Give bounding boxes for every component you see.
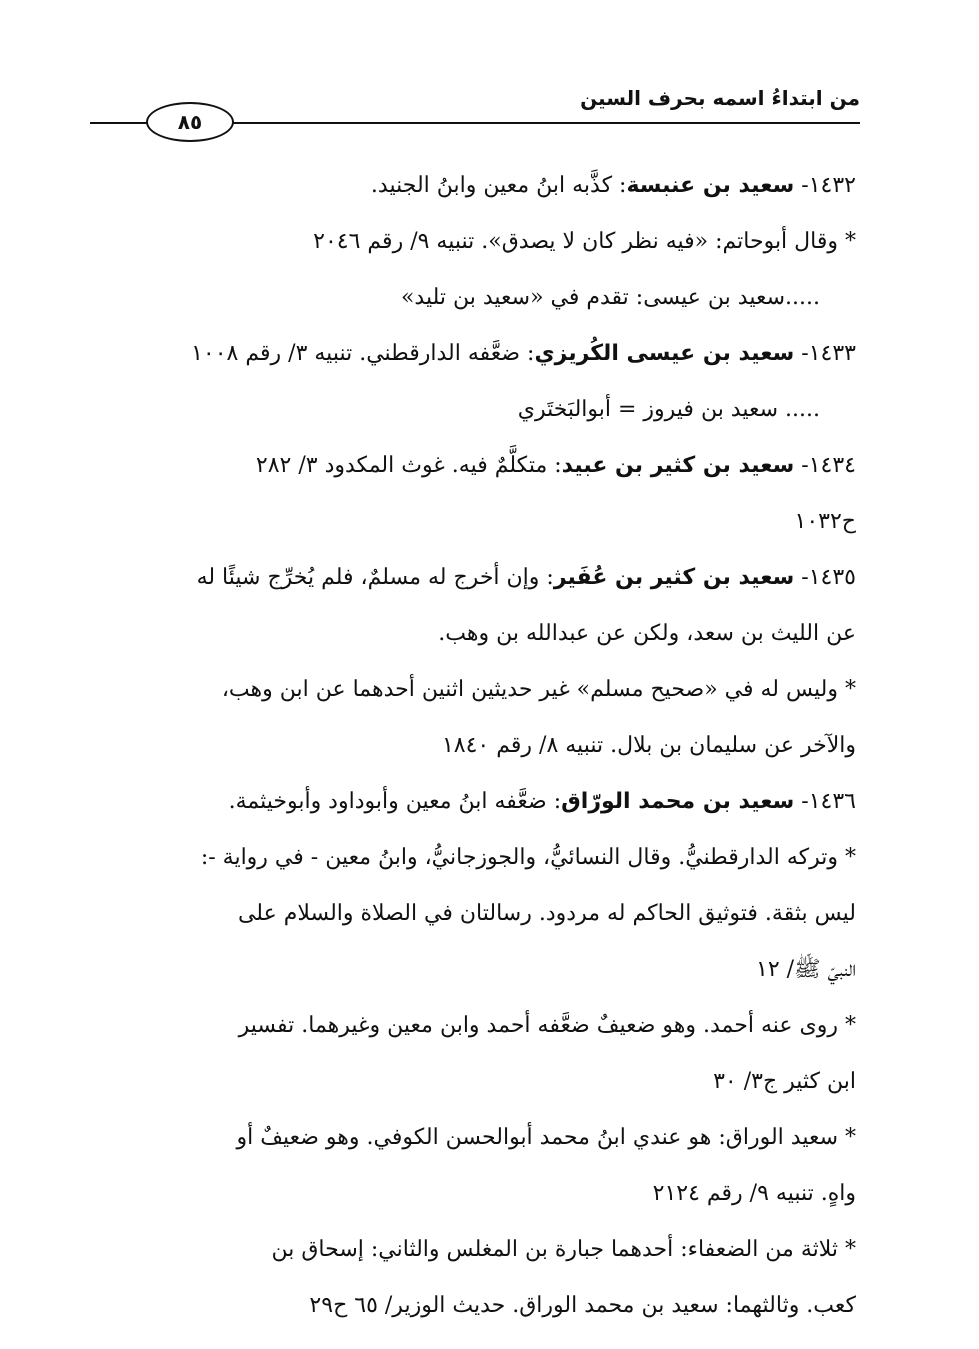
text-line: * وقال أبوحاتم: «فيه نظر كان لا يصدق». تنبيه ٩/ رقم ٢٠٤٦ [313,229,856,254]
running-title: من ابتداءُ اسمه بحرف السين [580,86,860,110]
text-line: والآخر عن سليمان بن بلال. تنبيه ٨/ رقم ١٨٤٠ [441,733,856,758]
entry-name: سعيد بن عيسى الكُريزي [534,341,795,366]
text-line: ١٤٣٦- سعيد بن محمد الورّاق: ضعَّفه ابنُ معين وأبوداود وأبوخيثمة. [228,789,856,814]
page-body [84,158,856,1334]
text-line: ١٤٣٣- سعيد بن عيسى الكُريزي: ضعَّفه الدارقطني. تنبيه ٣/ رقم ١٠٠٨ [191,341,856,366]
text-line: ح١٠٣٢ [794,509,856,534]
text-line: * وليس له في «صحيح مسلم» غير حديثين اثنين أحدهما عن ابن وهب، [221,677,856,702]
entry-name: سعيد بن كثير بن عُفَير [553,565,795,590]
text-line: * وتركه الدارقطنيُّ. وقال النسائيُّ، والجوزجانيُّ، وابنُ معين - في رواية -: [200,845,856,870]
text-line: ليس بثقة. فتوثيق الحاكم له مردود. رسالتان في الصلاة والسلام على [237,901,856,926]
text-line: النبيّ ﷺ/ ١٢ [756,957,856,982]
page-number: ٨٥ [146,102,234,142]
text-line: * ثلاثة من الضعفاء: أحدهما جبارة بن المغلس والثاني: إسحاق بن [271,1237,856,1262]
text-line: ١٤٣٥- سعيد بن كثير بن عُفَير: وإن أخرج له مسلمٌ، فلم يُخرِّج شيئًا له [196,565,856,590]
text-line: كعب. وثالثهما: سعيد بن محمد الوراق. حديث الوزير/ ٦٥ ح٢٩ [309,1293,856,1318]
text-line: ابن كثير ج٣/ ٣٠ [713,1069,856,1094]
entry-name: سعيد بن كثير بن عبيد [561,453,795,478]
entry-name: سعيد بن عنبسة [626,173,795,198]
text-line: * روى عنه أحمد. وهو ضعيفٌ ضعَّفه أحمد وابن معين وغيرهما. تفسير [238,1013,856,1038]
page-header [80,80,860,140]
text-line: .....سعيد بن عيسى: تقدم في «سعيد بن تليد» [400,285,820,310]
text-line: * سعيد الوراق: هو عندي ابنُ محمد أبوالحسن الكوفي. وهو ضعيفٌ أو [236,1125,856,1150]
entry-name: سعيد بن محمد الورّاق [561,789,795,814]
text-line: عن الليث بن سعد، ولكن عن عبدالله بن وهب. [438,621,856,646]
text-line: ١٤٣٢- سعيد بن عنبسة: كذَّبه ابنُ معين وابنُ الجنيد. [370,173,856,198]
text-line: ..... سعيد بن فيروز = أبوالبَختَري [517,397,820,422]
text-line: واهٍ. تنبيه ٩/ رقم ٢١٢٤ [652,1181,856,1206]
text-line: ١٤٣٤- سعيد بن كثير بن عبيد: متكلَّمٌ فيه. غوث المكدود ٣/ ٢٨٢ [255,453,856,478]
